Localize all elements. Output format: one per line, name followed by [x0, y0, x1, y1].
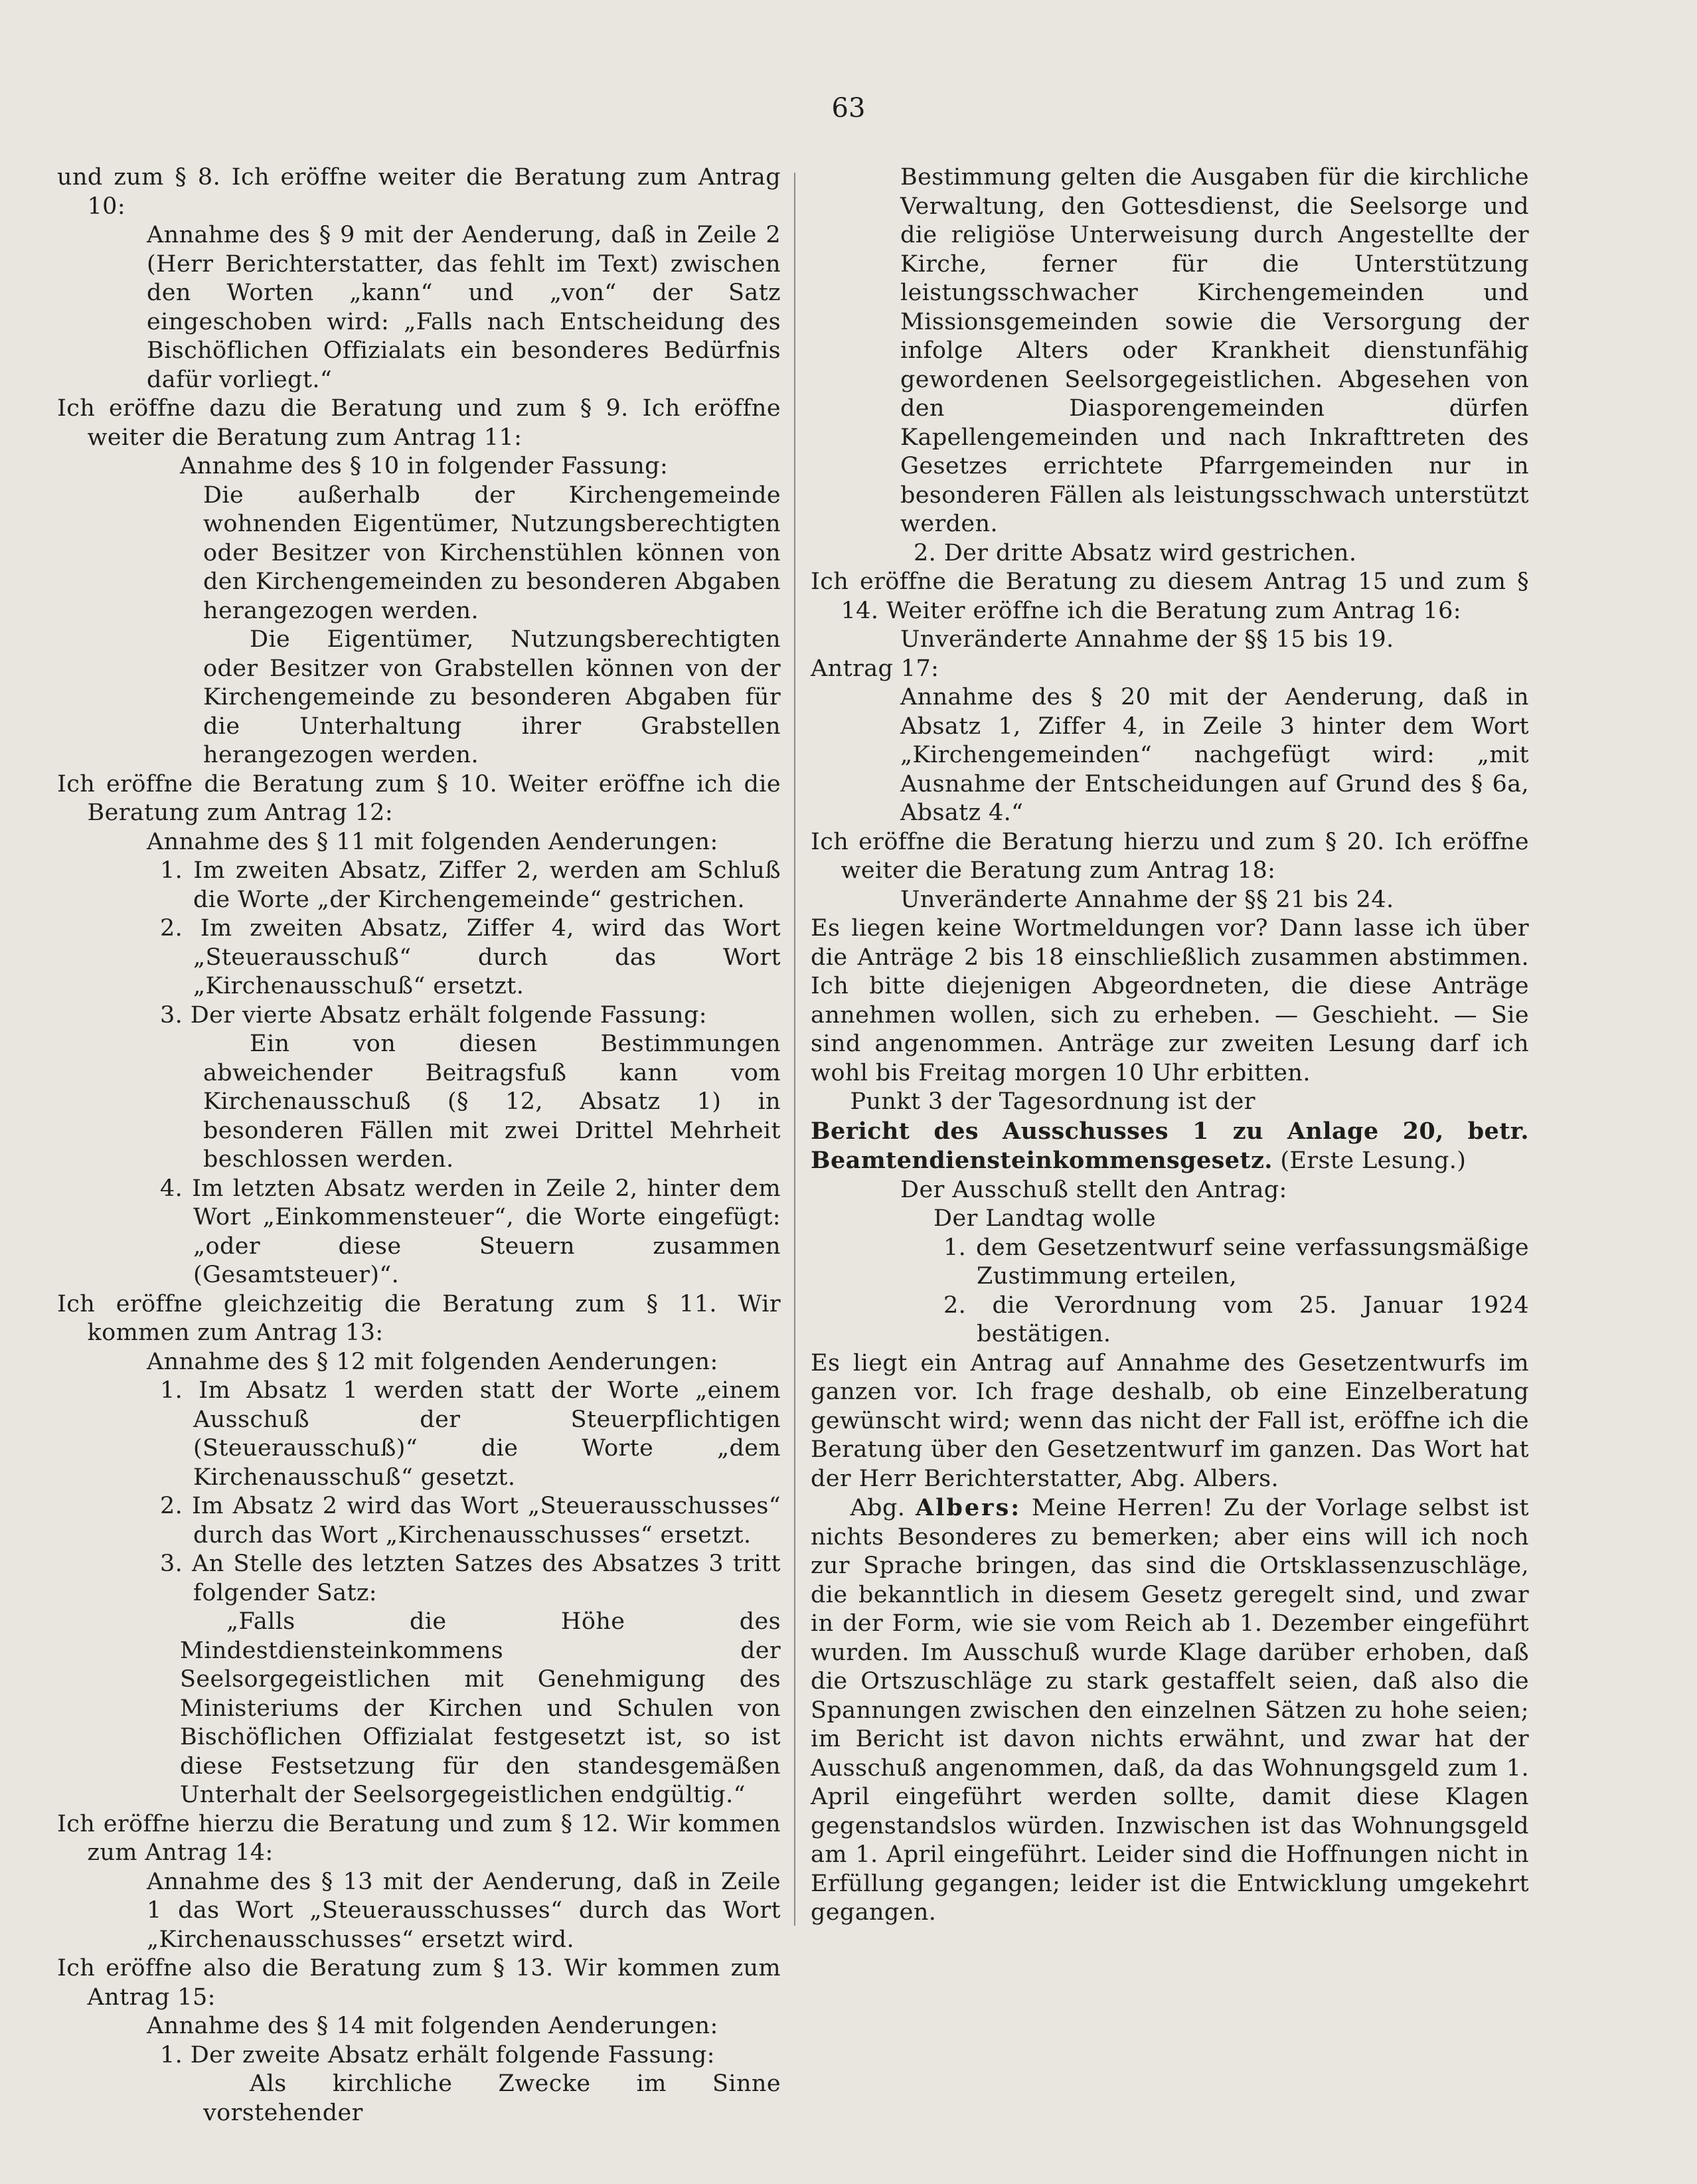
- speech-paragraph: [811, 1493, 1529, 1928]
- paragraph: Ich eröffne hierzu die Beratung und zum § 12. Wir kommen zum Antrag 14:: [57, 1810, 781, 1866]
- paragraph: Der Landtag wolle: [933, 1205, 1157, 1232]
- speaker-name: Albers:: [915, 1494, 1022, 1521]
- paragraph: Unveränderte Annahme der §§ 15 bis 19.: [900, 626, 1394, 653]
- report-title: Bericht des Ausschusses 1 zu Anlage 20, betr. Beamtendiensteinkommensgesetz.: [811, 1117, 1529, 1174]
- paragraph: Annahme des § 10 in folgender Fassung:: [180, 453, 669, 479]
- paragraph: Bestimmung gelten die Ausgaben für die kirchliche Verwaltung, den Gottesdienst, die Seelsorge und die religiöse Unterweisung durch Angestellte der Kirche, ferner für die Unterstützung leistungsschwacher Kirchengemeinden und Missionsgemeinden sowie die Versorgung der infolge Alters oder Krankheit dienstunfähig gewordenen Seelsorgegeistlichen. Abgesehen von den Diasporengemeinden dürfen Kapellengemeinden und nach Inkrafttreten des Gesetzes errichtete Pfarrgemeinden nur in besonderen Fällen als leistungsschwach unterstützt werden.: [900, 164, 1529, 537]
- paragraph: 2. die Verordnung vom 25. Januar 1924 bestätigen.: [943, 1292, 1529, 1347]
- paragraph: Die außerhalb der Kirchengemeinde wohnenden Eigentümer, Nutzungsberechtigten oder Besitzer von Kirchenstühlen können von den Kirchengemeinden zu besonderen Abgaben herangezogen werden.: [203, 481, 781, 624]
- paragraph: Annahme des § 12 mit folgenden Aenderungen:: [147, 1348, 718, 1375]
- left-column-paragraphs: [57, 163, 781, 2128]
- paragraph: Der Ausschuß stellt den Antrag:: [900, 1176, 1287, 1203]
- paragraph: 1. Im zweiten Absatz, Ziffer 2, werden am Schluß die Worte „der Kirchengemeinde“ gestrichen.: [160, 857, 781, 913]
- paragraph: 2. Im zweiten Absatz, Ziffer 4, wird das Wort „Steuerausschuß“ durch das Wort „Kirchenausschuß“ ersetzt.: [160, 915, 781, 999]
- paragraph: 4. Im letzten Absatz werden in Zeile 2, hinter dem Wort „Einkommensteuer“, die Worte eingefügt: „oder diese Steuern zusammen (Gesamtsteuer)“.: [160, 1175, 781, 1288]
- paragraph: Ich eröffne gleichzeitig die Beratung zum § 11. Wir kommen zum Antrag 13:: [57, 1290, 781, 1346]
- paragraph: Annahme des § 20 mit der Aenderung, daß in Absatz 1, Ziffer 4, in Zeile 3 hinter dem Wort „Kirchengemeinden“ nachgefügt wird: „mit Ausnahme der Entscheidungen auf Grund des § 6a, Absatz 4.“: [900, 684, 1529, 826]
- right-column: [811, 163, 1529, 1928]
- right-column-paragraphs: [811, 163, 1529, 1117]
- paragraph: Ich eröffne also die Beratung zum § 13. Wir kommen zum Antrag 15:: [57, 1955, 781, 2011]
- paragraph: Annahme des § 9 mit der Aenderung, daß in Zeile 2 (Herr Berichterstatter, das fehlt im Text) zwischen den Worten „kann“ und „von“ der Satz eingeschoben wird: „Falls nach Entscheidung des Bischöflichen Offizialats ein besonderes Bedürfnis dafür vorliegt.“: [147, 222, 781, 393]
- paragraph: 3. An Stelle des letzten Satzes des Absatzes 3 tritt folgender Satz:: [160, 1551, 781, 1606]
- paragraph: 1. dem Gesetzentwurf seine verfassungsmäßige Zustimmung erteilen,: [943, 1234, 1529, 1290]
- paragraph: „Falls die Höhe des Mindestdiensteinkommens der Seelsorgegeistlichen mit Genehmigung des Ministeriums der Kirchen und Schulen von Bischöflichen Offizialat festgesetzt ist, so ist diese Festsetzung für den standesgemäßen Unterhalt der Seelsorgegeistlichen endgültig.“: [180, 1608, 781, 1808]
- paragraph: Ich eröffne die Beratung hierzu und zum § 20. Ich eröffne weiter die Beratung zum Antrag 18:: [811, 828, 1529, 884]
- speech-lead: Abg.: [850, 1495, 916, 1521]
- paragraph: Punkt 3 der Tagesordnung ist der: [850, 1088, 1255, 1115]
- paragraph: Die Eigentümer, Nutzungsberechtigten oder Besitzer von Grabstellen können von der Kirchengemeinde zu besonderen Abgaben für die Unterhaltung ihrer Grabstellen herangezogen werden.: [203, 626, 781, 768]
- paragraph: und zum § 8. Ich eröffne weiter die Beratung zum Antrag 10:: [57, 164, 781, 220]
- paragraph: Unveränderte Annahme der §§ 21 bis 24.: [900, 886, 1394, 913]
- paragraph: 3. Der vierte Absatz erhält folgende Fassung:: [160, 1001, 707, 1029]
- speech-text: Meine Herren! Zu der Vorlage selbst ist nichts Besonderes zu bemerken; aber eins will ich noch zur Sprache bringen, das sind die Ortsklassenzuschläge, die bekanntlich in diesem Gesetz geregelt sind, und zwar in der Form, wie sie vom Reich ab 1. Dezember eingeführt wurden. Im Ausschuß wurde Klage darüber erhoben, daß die Ortszuschläge zu stark gestaffelt seien, daß also die Spannungen zwischen den einzelnen Sätzen zu hohe seien; im Bericht ist davon nichts erwähnt, und zwar hat der Ausschuß angenommen, daß, da das Wohnungsgeld zum 1. April eingeführt werden sollte, damit diese Klagen gegenstandslos würden. Inzwischen ist das Wohnungsgeld am 1. April eingeführt. Leider sind die Hoffnungen nicht in Erfüllung gegangen; leider ist die Entwicklung umgekehrt gegangen.: [811, 1495, 1529, 1926]
- paragraph: Es liegen keine Wortmeldungen vor? Dann lasse ich über die Anträge 2 bis 18 einschließlich zusammen abstimmen. Ich bitte diejenigen Abgeordneten, die diese Anträge annehmen wollen, sich zu erheben. — Geschieht. — Sie sind angenommen. Anträge zur zweiten Lesung darf ich wohl bis Freitag morgen 10 Uhr erbitten.: [811, 915, 1529, 1086]
- column-divider: [794, 173, 795, 1926]
- right-column-paragraphs-2: [811, 1176, 1529, 1494]
- paragraph: Ich eröffne die Beratung zu diesem Antrag 15 und zum § 14. Weiter eröffne ich die Beratung zum Antrag 16:: [811, 568, 1529, 624]
- report-reading: (Erste Lesung.): [1272, 1147, 1467, 1174]
- paragraph: Antrag 17:: [811, 655, 939, 682]
- paragraph: Annahme des § 14 mit folgenden Aenderungen:: [147, 2013, 718, 2039]
- agenda-item-report: [811, 1117, 1529, 1176]
- paragraph: 2. Der dritte Absatz wird gestrichen.: [914, 539, 1357, 566]
- paragraph: 2. Im Absatz 2 wird das Wort „Steuerausschusses“ durch das Wort „Kirchenausschusses“ ersetzt.: [160, 1493, 781, 1549]
- paragraph: Ich eröffne die Beratung zum § 10. Weiter eröffne ich die Beratung zum Antrag 12:: [57, 770, 781, 826]
- paragraph: Es liegt ein Antrag auf Annahme des Gesetzentwurfs im ganzen vor. Ich frage deshalb, ob eine Einzelberatung gewünscht wird; wenn das nicht der Fall ist, eröffne ich die Beratung über den Gesetzentwurf im ganzen. Das Wort hat der Herr Berichterstatter, Abg. Albers.: [811, 1349, 1529, 1492]
- paragraph: Ein von diesen Bestimmungen abweichender Beitragsfuß kann vom Kirchenausschuß (§ 12, Absatz 1) in besonderen Fällen mit zwei Drittel Mehrheit beschlossen werden.: [203, 1031, 781, 1173]
- paragraph: 1. Der zweite Absatz erhält folgende Fassung:: [160, 2041, 715, 2068]
- paragraph: Annahme des § 11 mit folgenden Aenderungen:: [147, 828, 718, 855]
- page-number: 63: [831, 93, 866, 124]
- left-column: [57, 163, 781, 2128]
- paragraph: Als kirchliche Zwecke im Sinne vorstehender: [203, 2070, 781, 2126]
- paragraph: Annahme des § 13 mit der Aenderung, daß in Zeile 1 das Wort „Steuerausschusses“ durch das Wort „Kirchenausschusses“ ersetzt wird.: [147, 1868, 781, 1953]
- paragraph: Ich eröffne dazu die Beratung und zum § 9. Ich eröffne weiter die Beratung zum Antrag 11:: [57, 395, 781, 451]
- paragraph: 1. Im Absatz 1 werden statt der Worte „einem Ausschuß der Steuerpflichtigen (Steuerausschuß)“ die Worte „dem Kirchenausschuß“ gesetzt.: [160, 1377, 781, 1491]
